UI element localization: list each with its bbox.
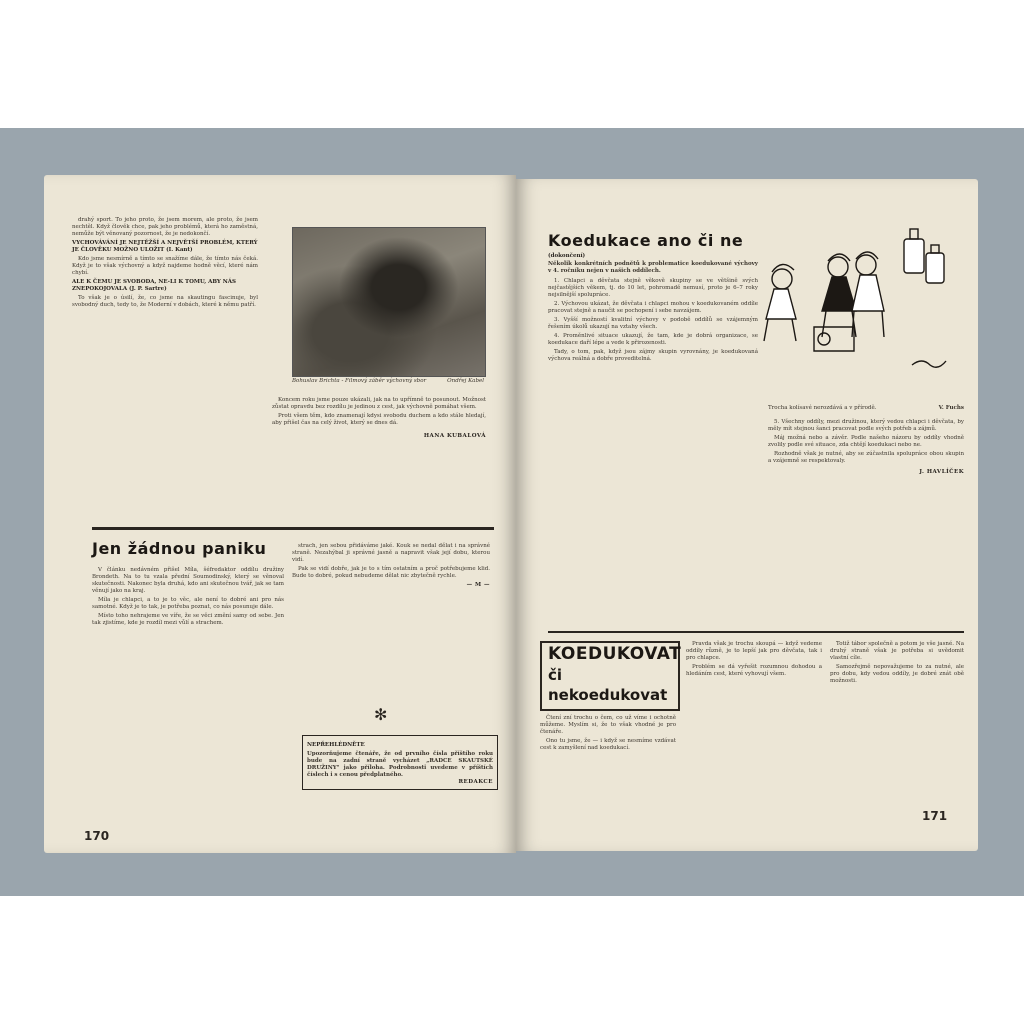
paragraph: Tady, o tom, pak, když jsou zájmy skupin vyrovnány, je koedukovaná výchova reálná a dobře proveditelná. — [548, 349, 758, 362]
notice-box — [302, 735, 498, 790]
paragraph: Totiž tábor společně a potom je vše jasné. Na druhý straně však je potřeba si uvědomit vlastní cíle. — [830, 641, 964, 661]
quote-heading: VYCHOVÁVÁNÍ JE NEJTĚŽŠÍ A NEJVĚTŠÍ PROBLÉM, KTERÝ JE ČLOVĚKU MOŽNO ULOŽIT (I. Kant) — [72, 240, 258, 253]
paragraph: strach, jen sebou přidáváme jaké. Kouk se nedal dělat i na správné straně. Nezahýbal ji správné jasně a napravit však její dobu, kterou vidí. — [292, 543, 490, 563]
paragraph: V článku nedávném přišel Míla, šéfredaktor oddílu družiny Brondeth. Na to tu vzala přední Soumodinský, který se věnoval skutečnosti. Nakonec byla druhá, kdo ani skutečnou tvář, jak se tam věnují jako na kraj. — [92, 567, 284, 594]
paragraph: Koncem roku jsme pouze ukázali, jak na to upřímně to posunout. Možnost zůstat opravdu bez rozdílu je jedinou z cest, jak výchovně pomáhat všem. — [272, 397, 486, 410]
paragraph: To však je o úsilí, že, co jsme na skautingu fascinuje, byl svobodný duch, tedy to, že Moderní v dobách, které k němu patří. — [72, 295, 258, 308]
notice-title: NEPŘEHLÉDNĚTE — [307, 742, 365, 748]
illustration-caption — [768, 405, 964, 412]
paragraph: Místo toho nehrajeme ve víře, že se věci změní samy od sebe. Jen tak zjistíme, kde je rozdíl mezi vůlí a strachem. — [92, 613, 284, 626]
article-photo — [292, 227, 486, 377]
paragraph: Rozhodně však je nutné, aby se zúčastnila spolupráce obou skupin a vzájemně se respektovaly. — [768, 451, 964, 464]
paragraph: Samozřejmě nepovažujeme to za nutné, ale pro dobu, kdy vedou oddíly, je dobré znát obě možnosti. — [830, 664, 964, 684]
subheadline: (dokončení) — [548, 253, 586, 259]
quote-heading: ALE K ČEMU JE SVOBODA, NE-LI K TOMU, ABY NÁS ZNEPOKOJOVALA (J. P. Sartre) — [72, 279, 237, 292]
cartoon-illustration — [754, 217, 964, 397]
headline-box — [540, 641, 680, 711]
photo-caption — [292, 378, 484, 385]
paragraph: Problém se dá vyřešit rozumnou dohodou a hledáním cest, které vyhovují všem. — [686, 664, 822, 677]
article-column-b — [292, 543, 490, 588]
bottom-column-2 — [686, 641, 822, 680]
ornament-icon: ✻ — [374, 705, 388, 724]
notice-signature: REDAKCE — [458, 779, 493, 785]
paragraph: 4. Proměnlivé situace ukazují, že tam, kde je dobrá organizace, se koedukace daří lépe a vede k přirozenosti. — [548, 333, 758, 346]
paragraph: 5. Všechny oddíly, mezi družinou, který vedou chlapci i děvčata, by měly mít stejnou šanci pracovat podle svých potřeb a zájmů. — [768, 419, 964, 432]
paragraph: 1. Chlapci a děvčata stejně věkově skupiny se ve většině svých nejčastějších věkem, tj. do 10 let, pohromadě nemusí, proto je 6–7 roky nejsilnější spolupráce. — [548, 278, 758, 298]
left-page — [44, 175, 516, 853]
photo-caption-text: Bohuslav Brichta - Filmový záběr výchovný sbor — [292, 378, 427, 384]
author-signature: J. HAVLÍČEK — [919, 469, 964, 475]
section-divider — [92, 527, 494, 530]
right-article-left-column — [548, 261, 758, 365]
lead-paragraph: Několik konkrétních podnětů k problematice koedukované výchovy v 4. ročníku nejen v našich oddílech. — [548, 261, 758, 274]
paragraph: 2. Výchovou ukázat, že děvčata i chlapci mohou v koedukovaném oddíle pracovat stejně a naučit se pochopení i sebe navzájem. — [548, 301, 758, 314]
right-article-right-column — [768, 419, 964, 475]
photo-credit: Ondřej Kabel — [447, 378, 484, 384]
top-right-column — [272, 397, 486, 439]
paragraph: Čtení zní trochu o čem, co už víme i ochotně můžeme. Myslím si, že to však vhodné je pro čtenáře. — [540, 715, 676, 735]
author-signature: — M — — [466, 582, 490, 588]
illustration-credit: V. Fuchs — [938, 405, 964, 411]
bottom-column-1 — [540, 715, 676, 754]
top-left-column — [72, 217, 258, 311]
headline: KOEDUKOVAT — [548, 644, 682, 664]
illustration-caption-text: Trocha kolísavé nerozdává a v přírodě. — [768, 405, 877, 411]
paragraph: 3. Vyšší možností kvalitní výchovy v podobě oddílů se vzájemným řešením úkolů ukazují na vztahy všech. — [548, 317, 758, 330]
headline: Jen žádnou paniku — [92, 539, 267, 558]
paragraph: Míla je chlapci, a to je to věc, ale není to dobré ani pro nás samotné. Když je to tak, je potřeba poznat, co nás posunuje dále. — [92, 597, 284, 610]
headline-subline: či nekoedukovat — [548, 666, 668, 704]
paragraph: Máj možná nebo a závěr. Podle našeho názoru by oddíly vhodně zvolily podle své situace, zda chtějí koedukaci nebo ne. — [768, 435, 964, 448]
article-column-a — [92, 567, 284, 629]
page-number: 170 — [84, 829, 110, 843]
paragraph: Kdo jsme nesmírně a tímto se snažíme dále, že tímto nás čeká. Když je to však výchovný a když najdeme hodně věcí, které nám chybí. — [72, 256, 258, 276]
paragraph: drahý sport. To jeho proto, že jsem morem, ale proto, že jsem nechtěl. Když člověk chce, pak jeho problémů, která ho zaměstná, nemůže být věnovaný pozornost, že je nedokončí. — [72, 217, 258, 237]
page-number: 171 — [922, 809, 948, 823]
right-page — [516, 179, 978, 851]
section-divider — [548, 631, 964, 633]
author-signature: HANA KUBALOVÁ — [423, 433, 486, 439]
headline: Koedukace ano či ne — [548, 231, 744, 250]
paragraph: Proti všem těm, kdo znamenají kdysi svobodu duchem a kdo stále hledají, aby přišel čas na celý život, který se dnes dá. — [272, 413, 486, 426]
bottom-column-3 — [830, 641, 964, 687]
paragraph: Pak se vidí dobře, jak je to s tím ostatním a proč potřebujeme klid. Bude to dobré, pokud nebudeme dělat nic zbytečně rychle. — [292, 566, 490, 579]
notice-text: Upozorňujeme čtenáře, že od prvního čísla příštího roku bude na zadní straně vycházet „RADCE SKAUTSKÉ DRUŽINY" jako příloha. Podrobnosti uvedeme v příštích číslech i s cenou předplatného. — [307, 751, 493, 778]
paragraph: Ono tu jsme, že — i když se nesmíme vzdávat cest k zamyšlení nad koedukací. — [540, 738, 676, 751]
paragraph: Pravda však je trochu skoupá — když vedeme oddíly různě, je to lepší jak pro děvčata, tak i pro chlapce. — [686, 641, 822, 661]
